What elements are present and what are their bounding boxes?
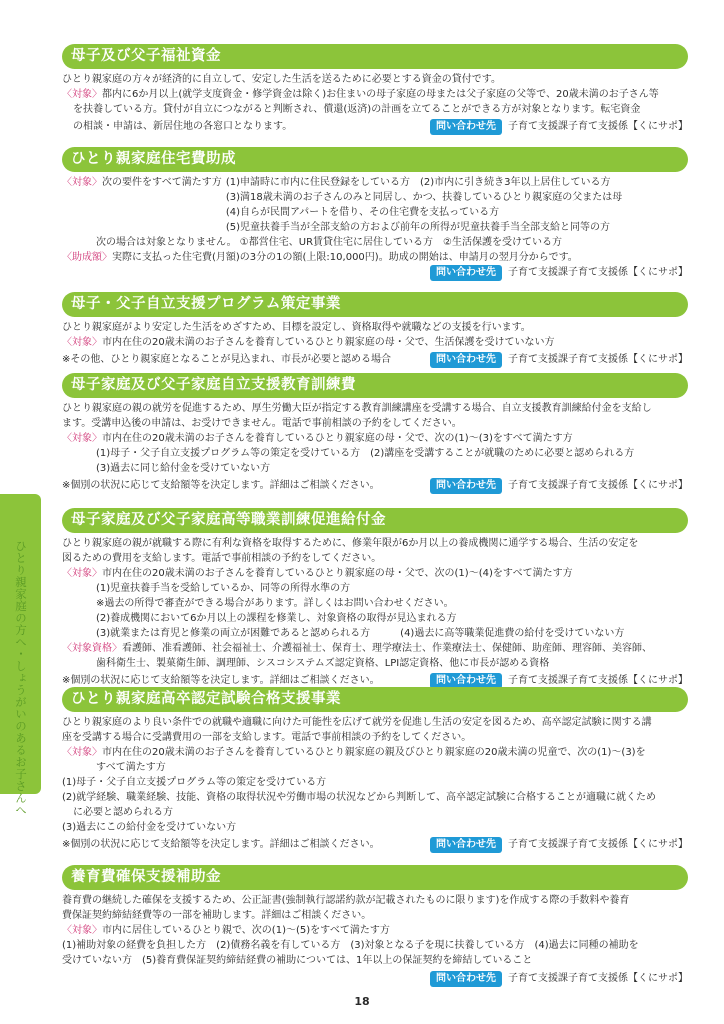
side-index-label: ひとり親家庭の方へ・しょうがいのあるお子さんへ <box>14 540 28 816</box>
exclusion-text: 次の場合は対象となりません。 ①都営住宅、UR賃貸住宅に居住している方 ②生活保護を受けている方 <box>96 237 562 248</box>
contact-badge: 問い合わせ先 <box>430 837 502 853</box>
target-label: 〈対象〉 <box>62 433 102 444</box>
section-single-parent-welfare-fund <box>62 44 688 135</box>
section-self-reliance-program <box>62 292 688 368</box>
qualification-text: 看護師、准看護師、社会福祉士、介護福祉士、保育士、理学療法士、作業療法士、保健師、助産師、理容師、美容師、 <box>122 643 652 654</box>
contact-text: 子育て支援課子育て支援係【くにサポ】 <box>508 480 688 491</box>
description: 図るための費用を支給します。電話で事前相談の予約をしてください。 <box>62 553 382 564</box>
requirement-item: (1)補助対象の経費を負担した方 (2)債務名義を有している方 (3)対象となる子を現に扶養している方 (4)過去に同種の補助を <box>62 940 639 951</box>
contact-text: 子育て支援課子育て支援係【くにサポ】 <box>508 973 688 984</box>
section-title: 母子家庭及び父子家庭自立支援教育訓練費 <box>62 373 688 398</box>
requirement-item: (2)就学経験、職業経験、技能、資格の取得状況や労働市場の状況などから判断して、高卒認定試験に合格することが適職に就くため <box>62 792 656 803</box>
requirement-item: (1)母子・父子自立支援プログラム等の策定を受けている方 <box>62 777 327 788</box>
description: ひとり親家庭がより安定した生活をめざすため、目標を設定し、資格取得や就職などの支援を行います。 <box>62 322 531 333</box>
section-title: ひとり親家庭高卒認定試験合格支援事業 <box>62 687 688 712</box>
section-education-training-benefit <box>62 373 688 494</box>
contact-text: 子育て支援課子育て支援係【くにサポ】 <box>508 675 688 686</box>
target-text: の相談・申請は、新居住地の各窓口となります。 <box>73 120 293 132</box>
page-number: 18 <box>354 995 370 1008</box>
section-title: 母子・父子自立支援プログラム策定事業 <box>62 292 688 317</box>
note-text: ※個別の状況に応じて支給額等を決定します。詳細はご相談ください。 <box>62 674 380 686</box>
contact-info <box>62 265 688 281</box>
target-text: すべて満たす方 <box>96 762 166 773</box>
description: ひとり親家庭のより良い条件での就職や適職に向けた可能性を広げて就労を促進し生活の安定を図るため、高卒認定試験に関する講 <box>62 717 652 728</box>
target-text: 市内に居住しているひとり親で、次の(1)～(5)をすべて満たす方 <box>102 925 390 936</box>
section-title: ひとり親家庭住宅費助成 <box>62 147 688 172</box>
note-text: ※その他、ひとり親家庭となることが見込まれ、市長が必要と認める場合 <box>62 353 391 365</box>
requirement-item: (4)自らが民間アパートを借り、その住宅費を支払っている方 <box>225 207 500 218</box>
contact-info <box>430 350 688 368</box>
section-title: 母子家庭及び父子家庭高等職業訓練促進給付金 <box>62 508 688 533</box>
requirement-item: (5)児童扶養手当が全部支給の方および前年の所得が児童扶養手当全部支給と同等の方 <box>225 222 610 233</box>
contact-text: 子育て支援課子育て支援係【くにサポ】 <box>508 839 688 850</box>
contact-badge: 問い合わせ先 <box>430 265 502 281</box>
requirement-item: 受けていない方 (5)養育費保証契約締結経費の補助については、1年以上の保証契約を締結していること <box>62 955 533 966</box>
description: 費保証契約締結経費等の一部を補助します。詳細はご相談ください。 <box>62 910 372 921</box>
section-housing-subsidy <box>62 147 688 281</box>
grant-text: 実際に支払った住宅費(月額)の3分の1の額(上限:10,000円)。助成の開始は、申請月の翌月分からです。 <box>112 252 578 263</box>
grant-label: 〈助成額〉 <box>62 252 112 263</box>
qualification-label: 〈対象資格〉 <box>62 643 122 654</box>
contact-info <box>62 971 688 987</box>
description: ます。受講申込後の申請は、お受けできません。電話で事前相談の予約をしてください。 <box>62 418 462 429</box>
target-label: 〈対象〉 <box>62 177 102 188</box>
contact-info <box>430 117 688 135</box>
target-text: 市内在住の20歳未満のお子さんを養育しているひとり親家庭の母・父で、次の(1)～(4)をすべて満たす方 <box>102 568 573 579</box>
target-label: 〈対象〉 <box>62 925 102 936</box>
contact-badge: 問い合わせ先 <box>430 971 502 987</box>
requirement-item: (3)過去にこの給付金を受けていない方 <box>62 822 237 833</box>
contact-text: 子育て支援課子育て支援係【くにサポ】 <box>508 354 688 365</box>
description: ひとり親家庭の親の就労を促進するため、厚生労働大臣が指定する教育訓練講座を受講する場合、自立支援教育訓練給付金を支給し <box>62 403 652 414</box>
target-intro: 次の要件をすべて満たす方 <box>102 177 222 188</box>
contact-badge: 問い合わせ先 <box>430 478 502 494</box>
requirement-item: (1)申請時に市内に住民登録をしている方 (2)市内に引き続き3年以上居住している方 <box>225 177 611 188</box>
section-child-support-assistance <box>62 865 688 987</box>
requirement-item: (2)養成機関において6か月以上の課程を修業し、対象資格の取得が見込まれる方 <box>96 613 457 624</box>
contact-info <box>430 835 688 853</box>
description: 養育費の継続した確保を支援するため、公正証書(強制執行認諾約款が記載されたものに限ります)を作成する際の手数料や養育 <box>62 895 630 906</box>
section-vocational-training-benefit <box>62 508 688 689</box>
target-label: 〈対象〉 <box>62 337 102 348</box>
description: ひとり親家庭の親が就職する際に有利な資格を取得するために、修業年限が6か月以上の養成機関に通学する場合、生活の安定を <box>62 538 639 549</box>
requirement-item: (1)母子・父子自立支援プログラム等の策定を受けている方 (2)講座を受講することが就職のために必要と認められる方 <box>96 448 635 459</box>
target-text: 市内在住の20歳未満のお子さんを養育しているひとり親家庭の母・父で、生活保護を受けていない方 <box>102 337 555 348</box>
contact-badge: 問い合わせ先 <box>430 352 502 368</box>
target-text: 市内在住の20歳未満のお子さんを養育しているひとり親家庭の親及びひとり親家庭の20歳未満の児童で、次の(1)～(3)を <box>102 747 646 758</box>
target-label: 〈対象〉 <box>62 568 102 579</box>
requirement-item: に必要と認められる方 <box>73 807 173 818</box>
description: ひとり親家庭の方々が経済的に自立して、安定した生活を送るために必要とする資金の貸付です。 <box>62 74 501 85</box>
section-title: 母子及び父子福祉資金 <box>62 44 688 69</box>
requirement-item: (1)児童扶養手当を受給しているか、同等の所得水準の方 <box>96 583 351 594</box>
target-text: を扶養している方。貸付が自立につながると判断され、償還(返済)の計画を立てることができる方が対象となります。転宅資金 <box>73 104 641 115</box>
requirement-item: (3)満18歳未満のお子さんのみと同居し、かつ、扶養しているひとり親家庭の父または母 <box>225 192 623 203</box>
section-title: 養育費確保支援補助金 <box>62 865 688 890</box>
requirement-item: (3)就業または育児と修業の両立が困難であると認められる方 (4)過去に高等職業促進費の給付を受けていない方 <box>96 628 625 639</box>
section-high-school-equivalency-support <box>62 687 688 853</box>
qualification-text: 歯科衛生士、製菓衛生師、調理師、シスコシステムズ認定資格、LPI認定資格、他に市長が認める資格 <box>96 658 550 669</box>
description: 座を受講する場合に受講費用の一部を支給します。電話で事前相談の予約をしてください。 <box>62 732 472 743</box>
contact-info <box>430 476 688 494</box>
target-text: 都内に6か月以上(就学支度資金・修学資金は除く)お住まいの母子家庭の母または父子家庭の父等で、20歳未満のお子さん等 <box>102 89 659 100</box>
note-text: ※過去の所得で審査ができる場合があります。詳しくはお問い合わせください。 <box>96 598 454 609</box>
requirement-item: (3)過去に同じ給付金を受けていない方 <box>96 463 271 474</box>
contact-badge: 問い合わせ先 <box>430 119 502 135</box>
target-text: 市内在住の20歳未満のお子さんを養育しているひとり親家庭の母・父で、次の(1)～(3)をすべて満たす方 <box>102 433 573 444</box>
target-label: 〈対象〉 <box>62 89 102 100</box>
contact-text: 子育て支援課子育て支援係【くにサポ】 <box>508 121 688 132</box>
target-label: 〈対象〉 <box>62 747 102 758</box>
contact-text: 子育て支援課子育て支援係【くにサポ】 <box>508 267 688 278</box>
contact-badge: 問い合わせ先 <box>430 673 502 689</box>
note-text: ※個別の状況に応じて支給額等を決定します。詳細はご相談ください。 <box>62 838 380 850</box>
note-text: ※個別の状況に応じて支給額等を決定します。詳細はご相談ください。 <box>62 479 380 491</box>
